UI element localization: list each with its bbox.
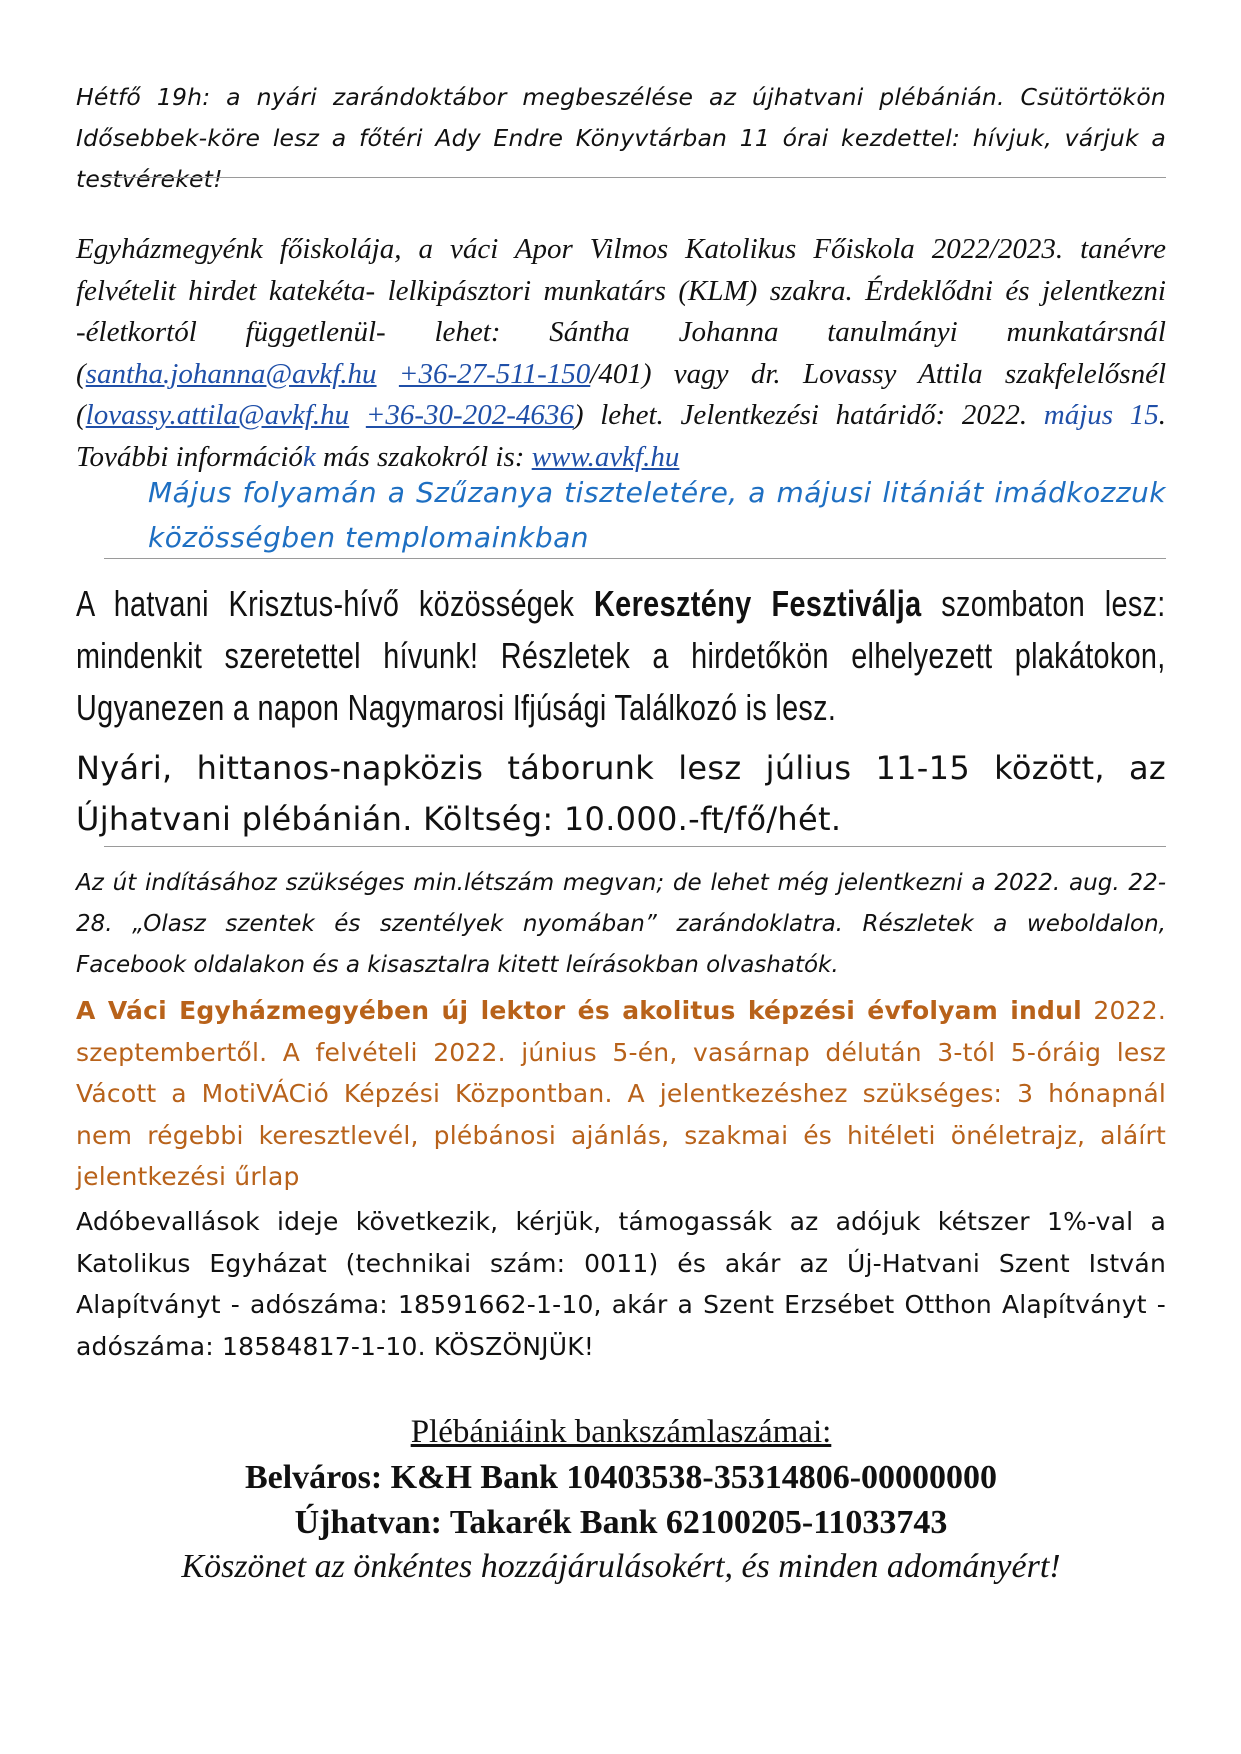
divider — [104, 846, 1166, 847]
college-announcement — [76, 229, 1166, 478]
lector-text: 2022. szeptembertől. A felvételi 2022. június 5-én, vasárnap délután 3-tól 5-óráig lesz Vácott a MotiVÁCió Képzési Központban. A jelentkezéshez szükséges: 3 hónapnál nem régebbi keresztlevél, plébánosi ajánlás, szakmai és hitéleti önéletrajz, aláírt jelentkezési űrlap — [76, 996, 1167, 1191]
festival-text: szombaton lesz: mindenkit szeretettel hívunk! Részletek a hirdetőkön elhelyezett plakátokon, Ugyanezen a napon Nagymarosi Ifjúsági Találkozó is lesz. — [76, 583, 1166, 728]
festival-name: Keresztény Fesztiválja — [593, 583, 922, 624]
bank-title: Plébániáink bankszámlaszámai: — [410, 1414, 832, 1450]
festival-text: A hatvani Krisztus-hívő közösségek — [76, 583, 594, 624]
pilgrimage: Az út indításához szükséges min.létszám megvan; de lehet még jelentkezni a 2022. aug. 22-28. „Olasz szentek és szentélyek nyomában” zarándoklatra. Részletek a weboldalon, Facebook oldalakon és a kisasztalra kitett leírásokban olvashatók. — [76, 870, 1166, 978]
college-text: ) lehet. Jelentkezési határidő: 2022. — [573, 399, 1044, 431]
lector-headline: A Váci Egyházmegyében új lektor és akolitus képzési évfolyam indul — [76, 996, 1082, 1025]
college-text: . További információ — [76, 399, 1166, 473]
college-text: Egyházmegyénk főiskolája, a váci Apor Vilmos Katolikus Főiskola 2022/2023. tanévre felvételit hirdet katekéta- lelkipásztori munkatárs (KLM) szakra. Érdeklődni és jelentkezni -életkortól függetlenül- lehet: Sántha Johanna tanulmányi munkatársnál ( — [76, 233, 1166, 390]
divider — [104, 558, 1166, 559]
phone-link-santha[interactable]: +36-27-511-150 — [398, 357, 591, 390]
festival-announcement — [76, 578, 1166, 734]
tax-donation: Adóbevallások ideje következik, kérjük, támogassák az adójuk kétszer 1%-val a Katolikus Egyházat (technikai szám: 0011) és akár az Új-Hatvani Szent István Alapítványt - adószáma: 18591662-1-10, akár a Szent Erzsébet Otthon Alapítványt - adószáma: 18584817-1-10. KÖSZÖNJÜK! — [76, 1207, 1166, 1361]
email-link-lovassy[interactable]: lovassy.attila@avkf.hu — [85, 399, 350, 431]
email-link-santha[interactable]: santha.johanna@avkf.hu — [85, 357, 377, 390]
college-text: /401) vagy dr. Lovassy Attila szakfelelősnél ( — [76, 357, 1167, 431]
deadline-date: május 15 — [1043, 399, 1159, 431]
announcement-monday: Hétfő 19h: a nyári zarándoktábor megbeszélése az újhatvani plébánián. Csütörtökön Idősebbek-köre lesz a főtéri Ady Endre Könyvtárban 11 órai kezdettel: hívjuk, várjuk a testvéreket! — [76, 83, 1166, 193]
phone-link-lovassy[interactable]: +36-30-202-4636 — [365, 399, 574, 431]
bank-account-ujhatvan: Újhatvan: Takarék Bank 62100205-11033743 — [294, 1504, 948, 1541]
lector-training — [76, 990, 1166, 1198]
college-text: más szakokról is: — [315, 440, 532, 473]
divider — [104, 177, 1166, 178]
may-litany: Május folyamán a Szűzanya tiszteletére, a májusi litániát imádkozzuk közösségben templomainkban — [148, 476, 1166, 554]
summer-camp: Nyári, hittanos-napközis táborunk lesz július 11-15 között, az Újhatvani plébánián. Költség: 10.000.-ft/fő/hét. — [76, 749, 1166, 838]
bank-account-belvaros: Belváros: K&H Bank 10403538-35314806-00000000 — [244, 1459, 998, 1496]
college-text-k: k — [302, 440, 316, 473]
thanks-note: Köszönet az önkéntes hozzájárulásokért, és minden adományért! — [181, 1548, 1061, 1585]
website-link[interactable]: www.avkf.hu — [531, 440, 680, 473]
